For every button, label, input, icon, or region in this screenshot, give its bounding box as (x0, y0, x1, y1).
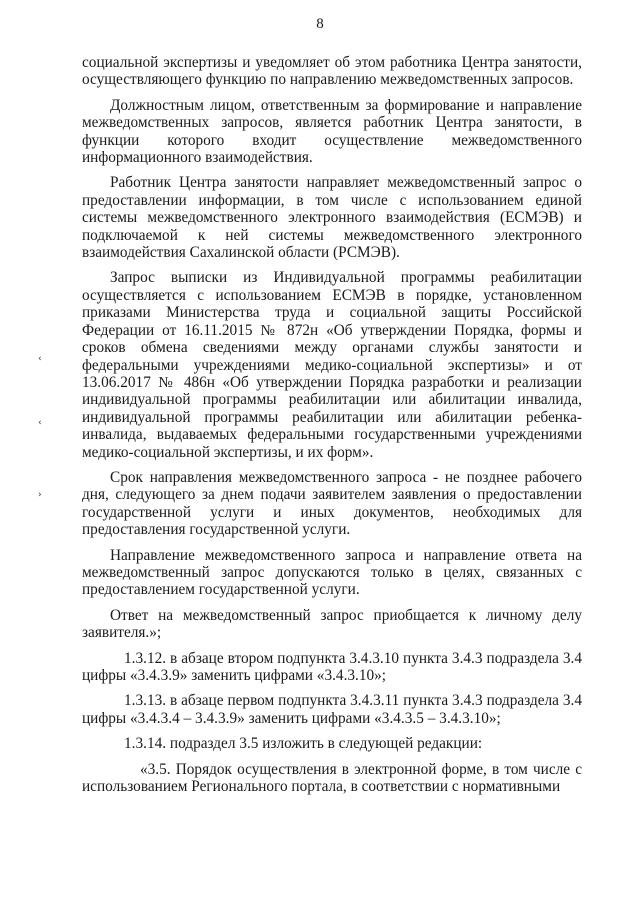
paragraph: Запрос выписки из Индивидуальной программы реабилитации осуществляется с использованием ЕСМЭВ в порядке, установленном приказами Министерства труда и социальной защиты Российской Федерации от 16.11.2015 № 872н «Об утверждении Порядка, формы и сроков обмена сведениями между органами службы занятости и федеральными учреждениями медико-социальной экспертизы» и от 13.06.2017 № 486н «Об утверждении Порядка разработки и реализации индивидуальной программы реабилитации или абилитации инвалида, индивидуальной программы реабилитации или абилитации ребенка-инвалида, выдаваемых федеральными государственными учреждениями медико-социальной экспертизы, и их форм». (82, 269, 582, 461)
paragraph: Направление межведомственного запроса и направление ответа на межведомственный запрос допускаются только в целях, связанных с предоставлением государственной услуги. (82, 546, 582, 599)
margin-mark: › (38, 490, 42, 500)
paragraph: 1.3.12. в абзаце втором подпункта 3.4.3.10 пункта 3.4.3 подраздела 3.4 цифры «3.4.3.9» заменить цифрами «3.4.3.10»; (82, 649, 582, 684)
document-body (82, 54, 582, 803)
paragraph: Ответ на межведомственный запрос приобщается к личному делу заявителя.»; (82, 606, 582, 642)
margin-mark: ‹ (38, 354, 42, 364)
paragraph: 1.3.14. подраздел 3.5 изложить в следующей редакции: (124, 735, 483, 753)
paragraph: «3.5. Порядок осуществления в электронной форме, в том числе с использованием Регионального портала, в соответствии с нормативными (82, 760, 582, 796)
paragraph: социальной экспертизы и уведомляет об этом работника Центра занятости, осуществляющего функцию по направлению межведомственных запросов. (82, 54, 582, 89)
page-number: 8 (316, 16, 324, 32)
paragraph: Работник Центра занятости направляет межведомственный запрос о предоставлении информации, в том числе с использованием единой системы межведомственного электронного взаимодействия (ЕСМЭВ) и подключаемой к ней системы межведомственного электронного взаимодействия Сахалинской области (РСМЭВ). (82, 174, 582, 262)
paragraph: Срок направления межведомственного запроса - не позднее рабочего дня, следующего за днем подачи заявителем заявления о предоставлении государственной услуги и иных документов, необходимых для предоставления государственной услуги. (82, 468, 582, 539)
paragraph: 1.3.13. в абзаце первом подпункта 3.4.3.11 пункта 3.4.3 подраздела 3.4 цифры «3.4.3.4 – 3.4.3.9» заменить цифрами «3.4.3.5 – 3.4.3.10»; (82, 692, 582, 727)
paragraph: Должностным лицом, ответственным за формирование и направление межведомственных запросов, является работник Центра занятости, в функции которого входит осуществление межведомственного информационного взаимодействия. (82, 96, 582, 167)
margin-mark: ‹ (38, 418, 42, 428)
